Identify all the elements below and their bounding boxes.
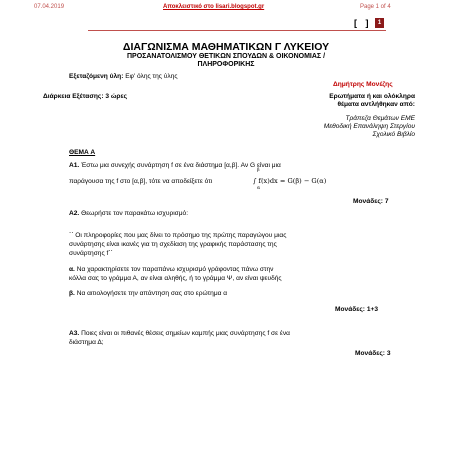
a1-marks: Μονάδες: 7 xyxy=(353,198,389,205)
header-date: 07.04.2019 xyxy=(34,4,65,10)
a2-intro-text: Θεωρήστε τον παρακάτω ισχυρισμό: xyxy=(81,210,189,217)
a1-line-1 xyxy=(69,162,281,169)
document-title: ΔΙΑΓΩΝΙΣΜΑ ΜΑΘΗΜΑΤΙΚΩΝ Γ ΛΥΚΕΙΟΥ xyxy=(122,41,330,53)
source-item-2: Μεθοδική Επανάληψη Στεργίου xyxy=(323,123,415,130)
header-bracket: [ ] xyxy=(354,18,372,28)
quote-line-2: συνάρτησης είναι ικανές για τη σχεδίαση της γραφικής παράστασης της xyxy=(69,241,277,248)
source-item-3: Σχολικό Βιβλίο xyxy=(372,131,415,138)
header-page-count: Page 1 of 4 xyxy=(360,4,391,10)
integral-lower-limit: α xyxy=(257,186,261,191)
a2a-text-1: Να χαρακτηρίσετε τον παραπάνω ισχυρισμό γράφοντας πάνω στην xyxy=(76,266,274,273)
a2b-label: β. xyxy=(69,290,75,297)
quote-line-3: συνάρτησης f΄΄ xyxy=(69,250,113,257)
sources-title-2: θέματα αντλήθηκαν από: xyxy=(337,101,415,108)
a1-line-2 xyxy=(69,178,212,185)
a3-line-2: διάστημα Δ; xyxy=(69,339,104,346)
quote-line-1: ΄΄ Οι πληροφορίες που μας δίνει το πρόσημο της πρώτης παραγώγου μιας xyxy=(69,232,287,239)
a2-intro-line xyxy=(69,210,188,217)
a1-text-1: Έστω μια συνεχής συνάρτηση f σε ένα διάστημα [α,β]. Αν G είναι μια xyxy=(81,162,281,169)
a1-formula xyxy=(253,168,343,190)
a1-text-2: παράγουσα της f στο [α,β], τότε να αποδείξετε ότι xyxy=(69,178,213,185)
document-subtitle-line-1: ΠΡΟΣΑΝΑΤΟΛΙΣΜΟΥ ΘΕΤΙΚΩΝ ΣΠΟΥΔΩΝ & ΟΙΚΟΝΟΜΙΑΣ / xyxy=(126,53,326,60)
document-subtitle-line-2: ΠΛΗΡΟΦΟΡΙΚΗΣ xyxy=(197,61,255,68)
a2a-label: α. xyxy=(69,266,75,273)
theme-a-heading: ΘΕΜΑ Α xyxy=(69,149,96,156)
a3-text-1: Ποιες είναι οι πιθανές θέσεις σημείων καμπής μιας συνάρτησης f σε ένα xyxy=(81,330,290,337)
exam-scope-label: Εξεταζόμενη ύλη: xyxy=(69,73,124,80)
a3-marks: Μονάδες: 3 xyxy=(355,350,391,357)
exam-scope xyxy=(69,73,178,80)
exam-scope-value: Εφ' όλης της ύλης xyxy=(125,73,178,80)
a1-label: Α1. xyxy=(69,162,80,169)
a3-line-1 xyxy=(69,330,290,337)
page-number-badge: 1 xyxy=(375,18,384,28)
a3-label: Α3. xyxy=(69,330,80,337)
a2-label: Α2. xyxy=(69,210,80,217)
header-site-link[interactable]: Αποκλειστικό στο lisari.blogspot.gr xyxy=(163,4,265,10)
integral-upper-limit: β xyxy=(257,168,260,173)
source-item-1: Τράπεζα Θεμάτων ΕΜΕ xyxy=(345,115,415,122)
author-name: Δημήτρης Μονέζης xyxy=(333,81,393,88)
exam-duration: Διάρκεια Εξέτασης: 3 ώρες xyxy=(43,93,128,100)
a2-marks: Μονάδες: 1+3 xyxy=(335,306,379,313)
integral-formula: ∫ f(x)dx = G(β) − G(α) xyxy=(253,177,327,185)
a2a-line-2: κόλλα σας το γράμμα Α, αν είναι αληθής, ή το γράμμα Ψ, αν είναι ψευδής xyxy=(69,275,282,282)
a2a-line-1 xyxy=(69,266,273,273)
a2b-text: Να αιτιολογήσετε την απάντηση σας στο ερώτημα α xyxy=(76,290,228,297)
sources-title-1: Ερωτήματα ή και ολόκληρα xyxy=(329,93,415,100)
header-rule xyxy=(88,30,386,31)
a2b-line xyxy=(69,290,227,297)
